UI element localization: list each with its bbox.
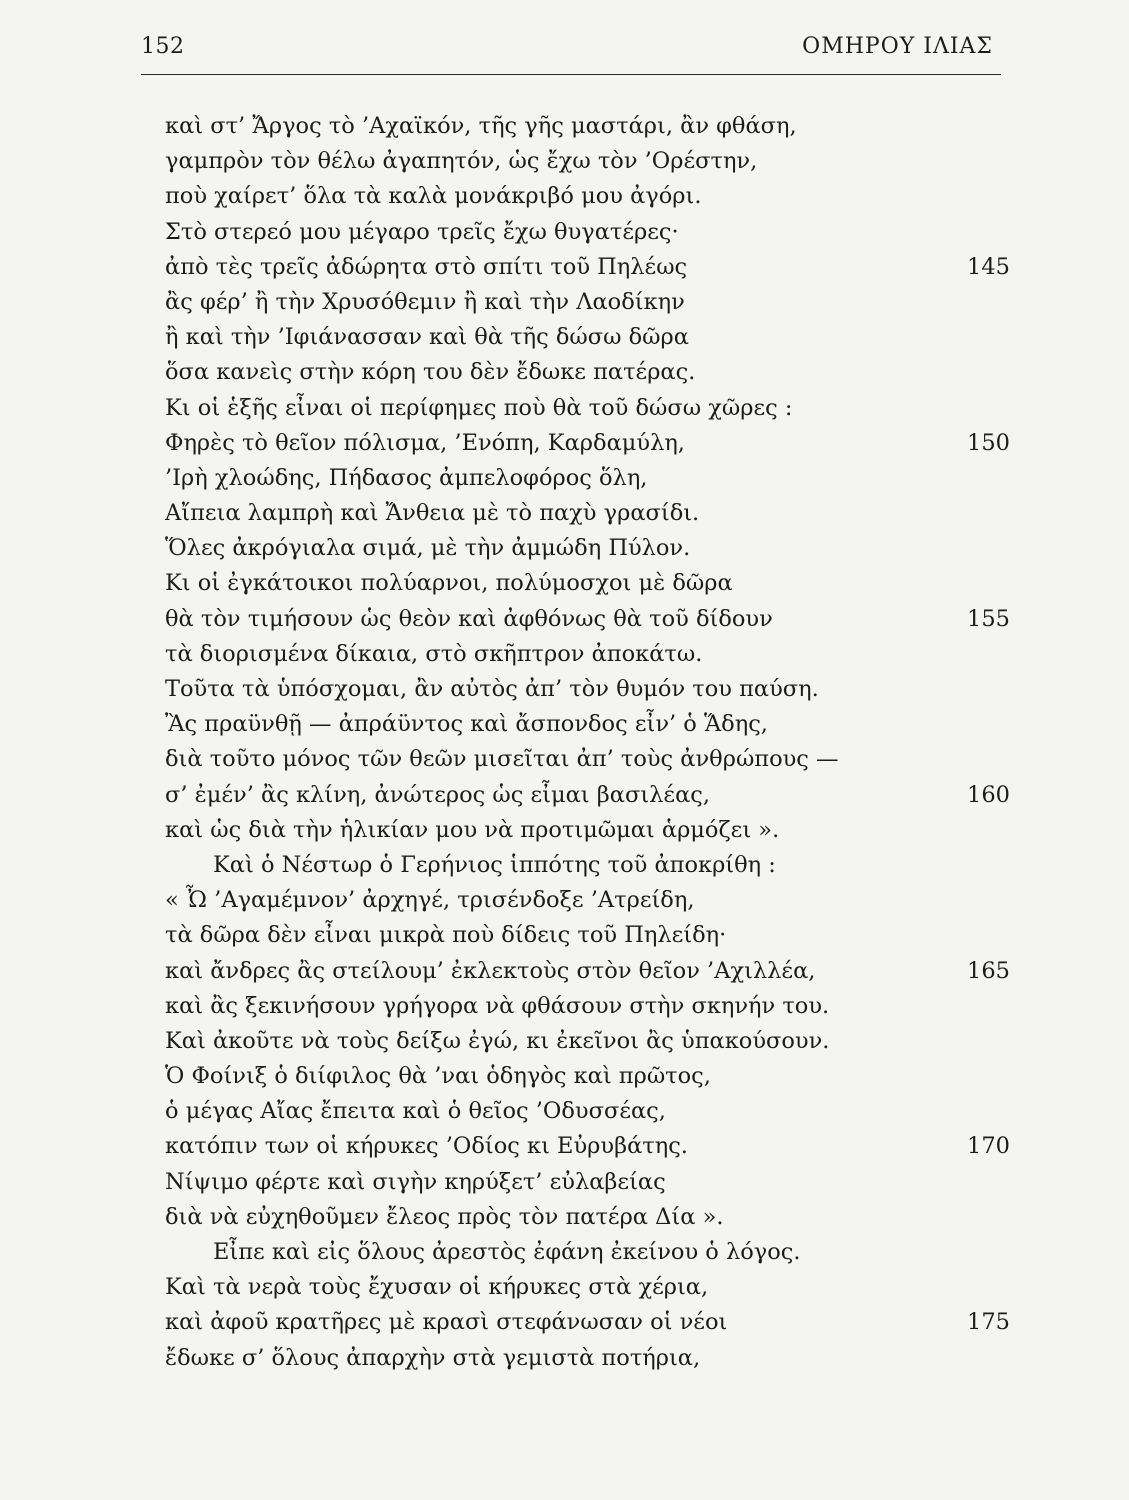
verse-text: καὶ ὡς διὰ τὴν ἡλικίαν μου νὰ προτιμῶμαι ἁρμόζει ». xyxy=(165,816,780,843)
verse-text: Κι οἱ ἐγκάτοικοι πολύαρνοι, πολύμοσχοι μὲ δῶρα xyxy=(165,570,733,597)
verse-line xyxy=(165,215,1010,250)
line-number: 170 xyxy=(967,1133,1010,1160)
verse-text: Καὶ τὰ νερὰ τοὺς ἔχυσαν οἱ κήρυκες στὰ χέρια, xyxy=(165,1274,709,1301)
verse-line xyxy=(165,1235,1010,1270)
verse-text: ’Ιρὴ χλοώδης, Πήδασος ἀμπελοφόρος ὅλη, xyxy=(165,464,648,491)
verse-line xyxy=(165,1094,1010,1129)
verse-line xyxy=(165,954,1010,989)
verse-text: σ’ ἐμέν’ ἂς κλίνη, ἀνώτερος ὡς εἶμαι βασιλέας, xyxy=(165,781,711,808)
verse-text: Καὶ ὁ Νέστωρ ὁ Γερήνιος ἱππότης τοῦ ἀποκρίθη : xyxy=(213,851,776,878)
verse-text: καὶ ἀφοῦ κρατῆρες μὲ κρασὶ στεφάνωσαν οἱ νέοι xyxy=(165,1309,728,1336)
verse-line xyxy=(165,285,1010,320)
header-rule xyxy=(141,74,1001,75)
verse-line xyxy=(165,250,1010,285)
verse-line xyxy=(165,1270,1010,1305)
line-number: 155 xyxy=(967,605,1010,632)
verse-text: διὰ νὰ εὐχηθοῦμεν ἔλεος πρὸς τὸν πατέρα Δία ». xyxy=(165,1203,724,1230)
verse-line xyxy=(165,602,1010,637)
verse-line xyxy=(165,778,1010,813)
verse-line xyxy=(165,566,1010,601)
verse-line xyxy=(165,1024,1010,1059)
verse-line xyxy=(165,320,1010,355)
verse-line xyxy=(165,989,1010,1024)
verse-line xyxy=(165,1341,1010,1376)
verse-text: ὅσα κανεὶς στὴν κόρη του δὲν ἔδωκε πατέρας. xyxy=(165,359,696,386)
verse-text: Τοῦτα τὰ ὑπόσχομαι, ἂν αὐτὸς ἀπ’ τὸν θυμόν του παύση. xyxy=(165,676,819,702)
verse-line xyxy=(165,391,1010,426)
poem-text xyxy=(165,109,1010,1376)
verse-text: τὰ δῶρα δὲν εἶναι μικρὰ ποὺ δίδεις τοῦ Πηλείδη· xyxy=(165,922,727,949)
running-title: ΟΜΗΡΟΥ ΙΛΙΑΣ xyxy=(802,34,993,59)
verse-line xyxy=(165,1059,1010,1094)
verse-line xyxy=(165,918,1010,953)
verse-text: καὶ ἂς ξεκινήσουν γρήγορα νὰ φθάσουν στὴν σκηνήν του. xyxy=(165,992,830,1019)
verse-line xyxy=(165,742,1010,777)
verse-text: Φηρὲς τὸ θεῖον πόλισμα, ’Ενόπη, Καρδαμύλη, xyxy=(165,429,685,456)
verse-line xyxy=(165,813,1010,848)
verse-line xyxy=(165,637,1010,672)
verse-text: ἂς φέρ’ ἢ τὴν Χρυσόθεμιν ἢ καὶ τὴν Λαοδίκην xyxy=(165,288,685,315)
verse-text: Καὶ ἀκοῦτε νὰ τοὺς δείξω ἐγώ, κι ἐκεῖνοι ἂς ὑπακούσουν. xyxy=(165,1027,830,1054)
verse-line xyxy=(165,672,1010,707)
verse-text: ἢ καὶ τὴν ’Ιφιάνασσαν καὶ θὰ τῆς δώσω δῶρα xyxy=(165,324,689,351)
verse-text: γαμπρὸν τὸν θέλω ἀγαπητόν, ὡς ἔχω τὸν ’Ορέστην, xyxy=(165,148,758,175)
line-number: 145 xyxy=(967,253,1010,280)
line-number: 150 xyxy=(967,429,1010,456)
line-number: 160 xyxy=(967,781,1010,808)
verse-line xyxy=(165,496,1010,531)
verse-line xyxy=(165,531,1010,566)
verse-text: Ἂς πραϋνθῇ — ἀπράϋντος καὶ ἄσπονδος εἶν’ ὁ Ἅδης, xyxy=(165,711,768,738)
verse-text: ποὺ χαίρετ’ ὅλα τὰ καλὰ μονάκριβό μου ἀγόρι. xyxy=(165,183,702,210)
verse-line xyxy=(165,848,1010,883)
verse-text: κατόπιν των οἱ κήρυκες ’Οδίος κι Εὐρυβάτης. xyxy=(165,1133,688,1160)
verse-line xyxy=(165,1129,1010,1164)
verse-text: Εἶπε καὶ εἰς ὅλους ἀρεστὸς ἐφάνη ἐκείνου ὁ λόγος. xyxy=(213,1239,801,1265)
verse-line xyxy=(165,461,1010,496)
verse-line xyxy=(165,144,1010,179)
verse-text: καὶ ἄνδρες ἂς στείλουμ’ ἐκλεκτοὺς στὸν θεῖον ’Αχιλλέα, xyxy=(165,957,816,984)
verse-line xyxy=(165,883,1010,918)
verse-text: Κι οἱ ἑξῆς εἶναι οἱ περίφημες ποὺ θὰ τοῦ δώσω χῶρες : xyxy=(165,394,793,421)
verse-line xyxy=(165,1200,1010,1235)
verse-text: ἀπὸ τὲς τρεῖς ἀδώρητα στὸ σπίτι τοῦ Πηλέως xyxy=(165,253,688,280)
verse-line xyxy=(165,1165,1010,1200)
verse-text: καὶ στ’ Ἄργος τὸ ’Αχαϊκόν, τῆς γῆς μαστάρι, ἂν φθάση, xyxy=(165,113,797,139)
line-number: 175 xyxy=(967,1309,1010,1336)
verse-text: θὰ τὸν τιμήσουν ὡς θεὸν καὶ ἀφθόνως θὰ τοῦ δίδουν xyxy=(165,605,773,632)
verse-text: ἔδωκε σ’ ὅλους ἀπαρχὴν στὰ γεμιστὰ ποτήρια, xyxy=(165,1344,701,1371)
verse-line xyxy=(165,109,1010,144)
verse-text: ὁ μέγας Αἴας ἔπειτα καὶ ὁ θεῖος ’Οδυσσέας, xyxy=(165,1098,666,1125)
verse-text: « Ὦ ’Αγαμέμνον’ ἀρχηγέ, τρισένδοξε ’Ατρείδη, xyxy=(165,887,695,914)
verse-line xyxy=(165,355,1010,390)
verse-text: Ὅλες ἀκρόγιαλα σιμά, μὲ τὴν ἀμμώδη Πύλον. xyxy=(165,535,691,562)
verse-text: Αἴπεια λαμπρὴ καὶ Ἄνθεια μὲ τὸ παχὺ γρασίδι. xyxy=(165,500,700,527)
verse-text: Ὁ Φοίνιξ ὁ διίφιλος θὰ ’ναι ὁδηγὸς καὶ πρῶτος, xyxy=(165,1063,711,1090)
verse-line xyxy=(165,707,1010,742)
verse-text: διὰ τοῦτο μόνος τῶν θεῶν μισεῖται ἀπ’ τοὺς ἀνθρώπους — xyxy=(165,746,839,773)
verse-line xyxy=(165,179,1010,214)
verse-text: Νίψιμο φέρτε καὶ σιγὴν κηρύξετ’ εὐλαβείας xyxy=(165,1168,666,1195)
verse-line xyxy=(165,426,1010,461)
page-number: 152 xyxy=(141,34,185,59)
line-number: 165 xyxy=(967,957,1010,984)
verse-text: τὰ διορισμένα δίκαια, στὸ σκῆπτρον ἀποκάτω. xyxy=(165,640,703,667)
verse-line xyxy=(165,1305,1010,1340)
verse-text: Στὸ στερεό μου μέγαρο τρεῖς ἔχω θυγατέρες· xyxy=(165,218,679,245)
